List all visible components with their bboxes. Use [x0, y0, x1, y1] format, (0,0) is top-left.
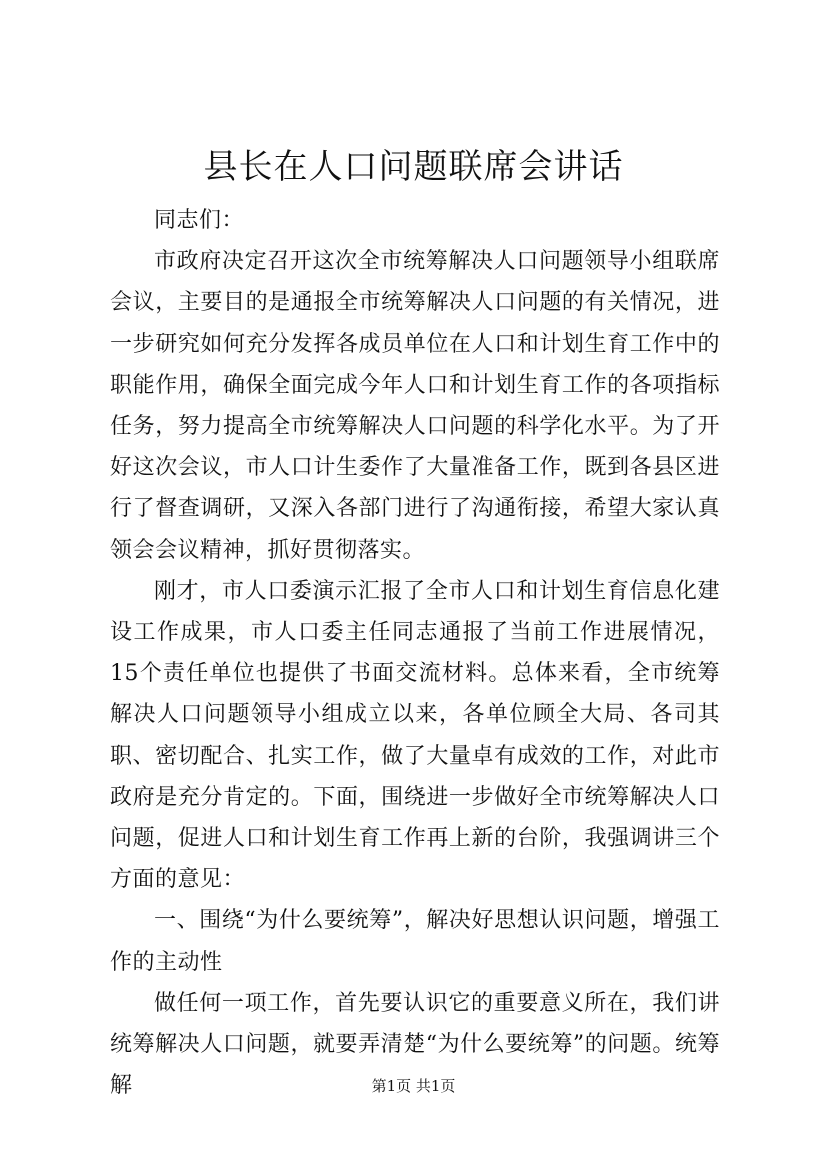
paragraph-intro: 市政府决定召开这次全市统筹解决人口问题领导小组联席会议，主要目的是通报全市统筹解决人口问题的有关情况，进一步研究如何充分发挥各成员单位在人口和计划生育工作中的职能作用，确保全面完成今年人口和计划生育工作的各项指标任务，努力提高全市统筹解决人口问题的科学化水平。为了开好这次会议，市人口计生委作了大量准备工作，既到各县区进行了督查调研，又深入各部门进行了沟通衔接，希望大家认真领会会议精神，抓好贯彻落实。 [110, 249, 720, 563]
document-title: 县长在人口问题联席会讲话 [203, 147, 624, 187]
paragraph-summary: 刚才，市人口委演示汇报了全市人口和计划生育信息化建设工作成果，市人口委主任同志通报了当前工作进展情况，15个责任单位也提供了书面交流材料。总体来看，全市统筹解决人口问题领导小组成立以来，各单位顾全大局、各司其职、密切配合、扎实工作，做了大量卓有成效的工作，对此市政府是充分肯定的。下面，围绕进一步做好全市统筹解决人口问题，促进人口和计划生育工作再上新的台阶，我强调讲三个方面的意见： [110, 578, 720, 893]
section-heading-1: 一、围绕“为什么要统筹”，解决好思想认识问题，增强工作的主动性 [110, 908, 720, 975]
document-body [110, 200, 720, 1106]
salutation: 同志们： [154, 208, 245, 233]
page-number-footer: 第1页 共1页 [371, 1077, 456, 1095]
paragraph-section-1: 做任何一项工作，首先要认识它的重要意义所在，我们讲统筹解决人口问题，就要弄清楚“为什么要统筹”的问题。统筹解 [110, 990, 720, 1099]
